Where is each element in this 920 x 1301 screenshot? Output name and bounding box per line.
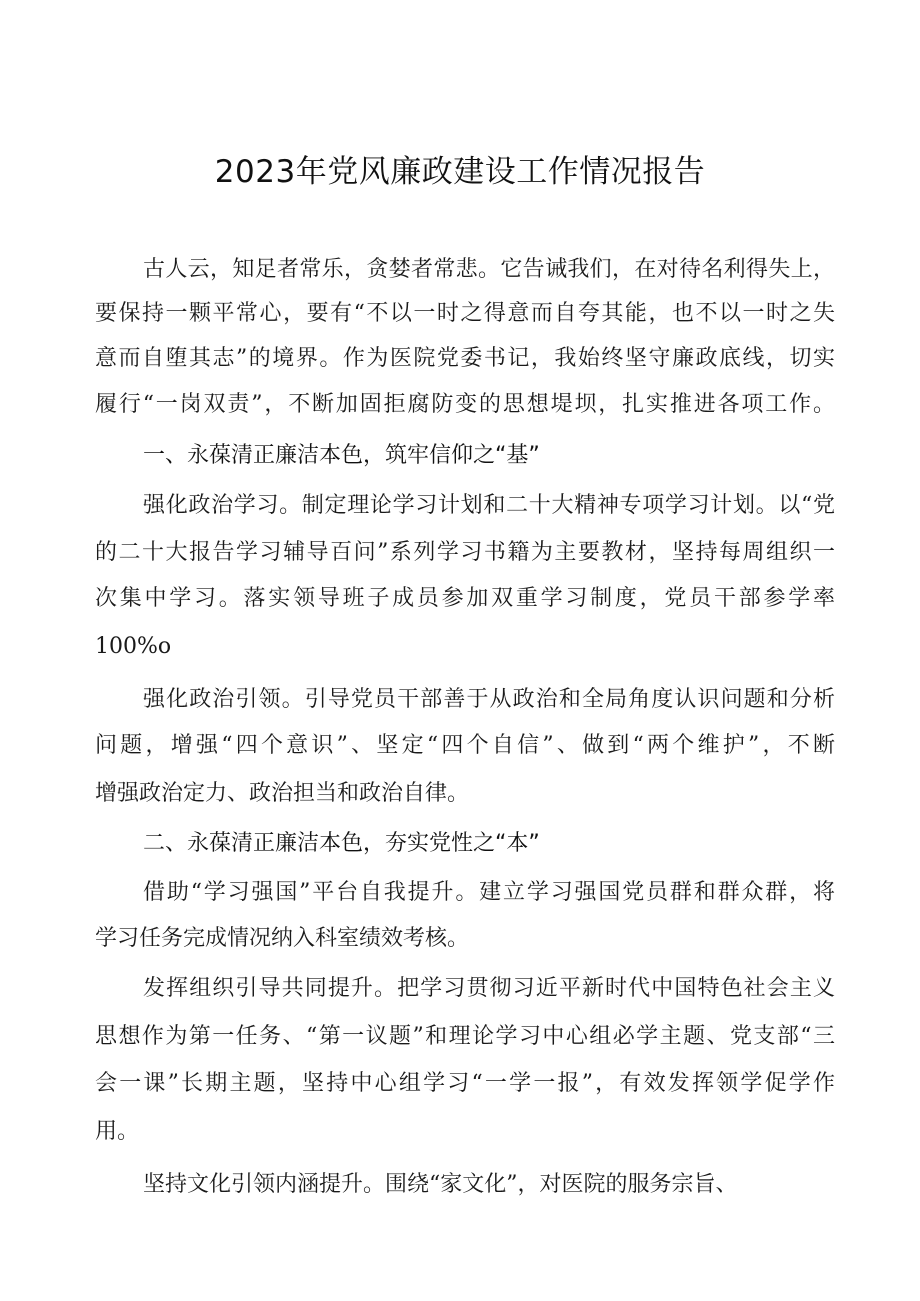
- paragraph-line: 问题，增强“四个意识”、坚定“四个自信”、做到“两个维护”，不断: [95, 733, 835, 758]
- paragraph-line: 履行“一岗双责”，不断加固拒腐防变的思想堤坝，扎实推进各项工作。: [95, 392, 835, 417]
- paragraph-line: 用。: [95, 1119, 140, 1144]
- paragraph-line: 次集中学习。落实领导班子成员参加双重学习制度，党员干部参学率: [95, 586, 835, 611]
- section-heading: 二、永葆清正廉洁本色，夯实党性之“本”: [143, 831, 540, 856]
- paragraph-line: 强化政治学习。制定理论学习计划和二十大精神专项学习计划。以“党: [143, 493, 835, 518]
- paragraph-line: 坚持文化引领内涵提升。围绕“家文化”，对医院的服务宗旨、: [143, 1172, 738, 1197]
- paragraph-line: 发挥组织引导共同提升。把学习贯彻习近平新时代中国特色社会主义: [143, 976, 835, 1001]
- paragraph-line: 古人云，知足者常乐，贪婪者常悲。它告诫我们，在对待名利得失上，: [143, 257, 835, 282]
- section-heading: 一、永葆清正廉洁本色，筑牢信仰之“基”: [143, 443, 540, 468]
- paragraph-line: 思想作为第一任务、“第一议题”和理论学习中心组必学主题、党支部“三: [95, 1024, 835, 1049]
- document-title: 2023年党风廉政建设工作情况报告: [214, 154, 706, 190]
- paragraph-line: 学习任务完成情况纳入科室绩效考核。: [95, 926, 470, 951]
- paragraph-line: 借助“学习强国”平台自我提升。建立学习强国党员群和群众群，将: [143, 880, 835, 905]
- paragraph-line: 强化政治引领。引导党员干部善于从政治和全局角度认识问题和分析: [143, 687, 835, 712]
- paragraph-line: 要保持一颗平常心，要有“不以一时之得意而自夸其能，也不以一时之失: [95, 301, 835, 326]
- paragraph-line: 意而自堕其志”的境界。作为医院党委书记，我始终坚守廉政底线，切实: [95, 346, 835, 371]
- paragraph-line: 的二十大报告学习辅导百问”系列学习书籍为主要教材，坚持每周组织一: [95, 540, 835, 565]
- paragraph-line: 会一课”长期主题，坚持中心组学习“一学一报”，有效发挥领学促学作: [95, 1071, 835, 1096]
- paragraph-line: 增强政治定力、政治担当和政治自律。: [95, 781, 470, 806]
- paragraph-line: 100%o: [95, 634, 172, 659]
